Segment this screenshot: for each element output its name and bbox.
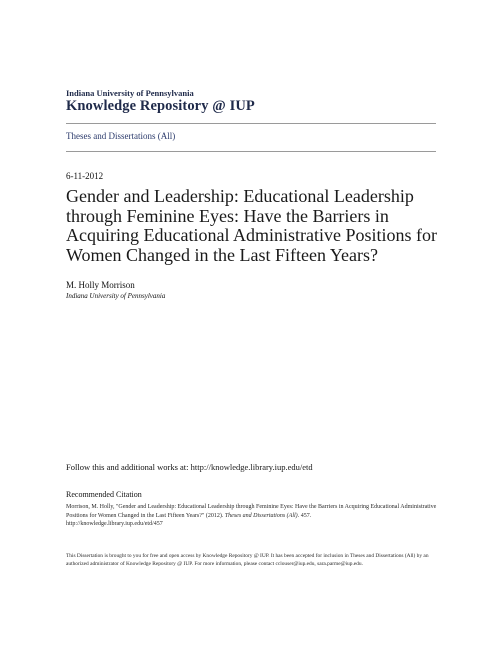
author-name: M. Holly Morrison [66, 280, 135, 290]
collection-divider [66, 151, 436, 152]
author-affiliation: Indiana University of Pennsylvania [66, 292, 166, 300]
follow-text: Follow this and additional works at: [66, 462, 189, 472]
citation-body: Morrison, M. Holly, "Gender and Leadership: Educational Leadership through Feminine Eyes: Have the Barriers in Acquiring Educational Administrative Positions for Women Changed in the Last Fifteen Years?" (2012). [66, 504, 437, 519]
repository-name[interactable]: Knowledge Repository @ IUP [66, 98, 255, 114]
citation-link[interactable]: http://knowledge.library.iup.edu/etd/457 [66, 521, 163, 528]
document-title: Gender and Leadership: Educational Leadership through Feminine Eyes: Have the Barriers in Acquiring Educational Administrative Positions for Women Changed in the Last Fifteen Years? [66, 186, 437, 265]
access-notice: This Dissertation is brought to you for free and open access by Knowledge Repository @ IUP. It has been accepted for inclusion in Theses and Dissertations (All) by an authorized administrator of Knowledge Repository @ IUP. For more information, please contact cclouser@iup.edu, sara.parme@iup.edu. [66, 553, 429, 568]
collection-link[interactable]: Theses and Dissertations (All) [66, 131, 176, 141]
institution-name: Indiana University of Pennsylvania [66, 88, 194, 98]
repository-header [66, 88, 436, 115]
citation-series: Theses and Dissertations (All) [224, 512, 298, 519]
follow-link[interactable]: http://knowledge.library.iup.edu/etd [190, 462, 313, 472]
publication-date: 6-11-2012 [66, 171, 104, 181]
citation-number: . 457. [297, 512, 312, 519]
citation-text [66, 503, 438, 529]
follow-line [66, 462, 313, 472]
header-divider [66, 123, 436, 124]
recommended-citation-heading: Recommended Citation [66, 490, 142, 499]
